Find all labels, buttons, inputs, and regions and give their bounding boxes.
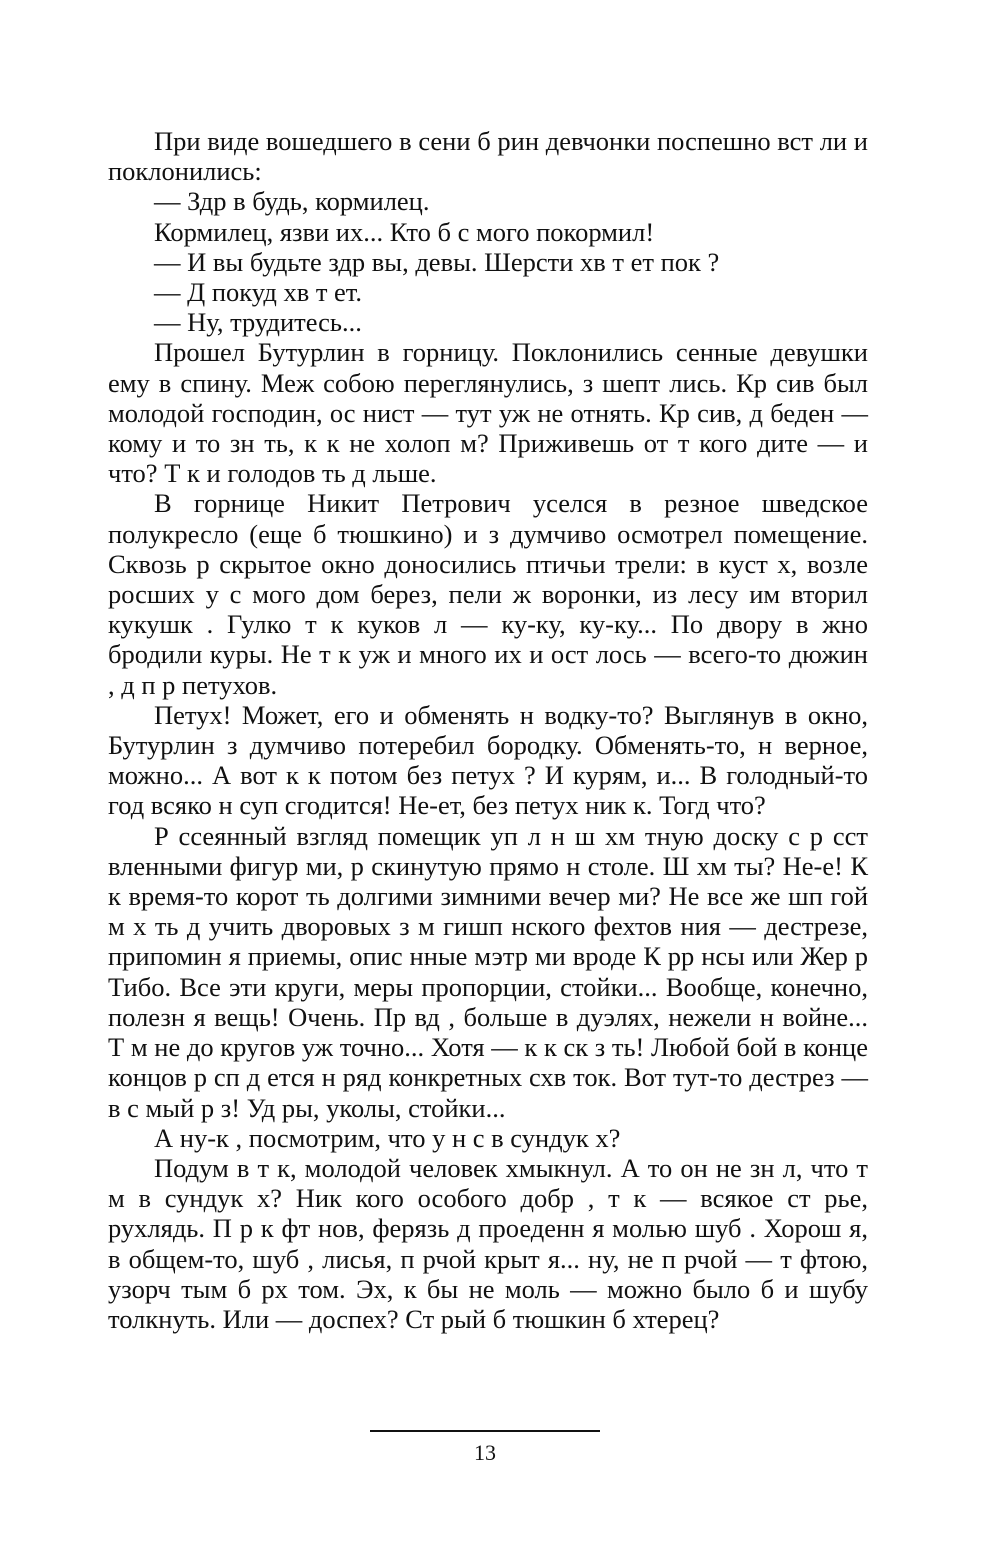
paragraph-12: Подум в т к, молодой человек хмыкнул. А то он не зн л, что т м в сундук х? Ник кого особого добр , т к — всякое ст рье, рухлядь. П р к фт нов, ферязь д проеденн я молью шуб . Хорош я, в общем-то, шуб , лисья, п рчой крыт я... ну, не п рчой — т фтою, узорч тым б рх том. Эх, к бы не моль — можно было б и шубу толкнуть. Или — доспех? Ст рый б тюшкин б хтерец? xyxy=(108,1152,868,1334)
page-number: 13 xyxy=(474,1440,496,1465)
paragraph-9: Петух! Может, его и обменять н водку-то? Выглянув в окно, Бутурлин з думчиво потеребил бородку. Обменять-то, н верное, можно... А вот к к потом без петух ? И курям, и... В голодный-то год всяко н суп сгодится! Не-ет, без петух ник к. Тогд что? xyxy=(108,699,868,821)
paragraph-3: Кормилец, язви их... Кто б с мого покормил! xyxy=(154,216,655,247)
book-page-text xyxy=(108,126,868,1334)
paragraph-6: — Ну, трудитесь... xyxy=(154,307,362,338)
paragraph-4: — И вы будьте здр вы, девы. Шерсти хв т ет пок ? xyxy=(154,246,720,277)
paragraph-10: Р ссеянный взгляд помещик уп л н ш хм тную доску с р сст вленными фигур ми, р скинутую прямо н столе. Ш хм ты? Не-е! К к время-то корот ть долгими зимними вечер ми? Не все же шп гой м х ть д учить дворовых з м гишп нского фехтов ния — дестрезе, припомин я приемы, опис нные мэтр ми вроде К рр нсы или Жер р Тибо. Все эти круги, меры пропорции, стойки... Вообще, конечно, полезн я вещь! Очень. Пр вд , больше в дуэлях, нежели н войне... Т м не до кругов уж точно... Хотя — к к ск з ть! Любой бой в конце концов р сп д ется н ряд конкретных схв ток. Вот тут-то дестрез — в с мый р з! Уд ры, уколы, стойки... xyxy=(108,820,868,1123)
footer-divider xyxy=(370,1430,600,1432)
paragraph-5: — Д покуд хв т ет. xyxy=(154,277,363,308)
paragraph-7: Прошел Бутурлин в горницу. Поклонились сенные девушки ему в спину. Меж собою переглянулись, з шепт лись. Кр сив был молодой господин, ос нист — тут уж не отнять. Кр сив, д беден — кому и то зн ть, к к не холоп м? Приживешь от т кого дите — и что? Т к и голодов ть д льше. xyxy=(108,337,868,489)
paragraph-1: При виде вошедшего в сени б рин девчонки поспешно вст ли и поклонились: xyxy=(108,126,868,187)
paragraph-8: В горнице Никит Петрович уселся в резное шведское полукресло (еще б тюшкино) и з думчиво осмотрел помещение. Сквозь р скрытое окно доносились птичьи трели: в куст х, возле росших у с мого дом берез, пели ж воронки, из лесу им вторил кукушк . Гулко т к куков л — ку-ку, ку-ку... По двору в жно бродили куры. Не т к уж и много их и ост лось — всего-то дюжин , д п р петухов. xyxy=(108,488,868,700)
paragraph-2: — Здр в будь, кормилец. xyxy=(154,186,430,217)
paragraph-11: А ну-к , посмотрим, что у н с в сундук х? xyxy=(154,1122,621,1153)
